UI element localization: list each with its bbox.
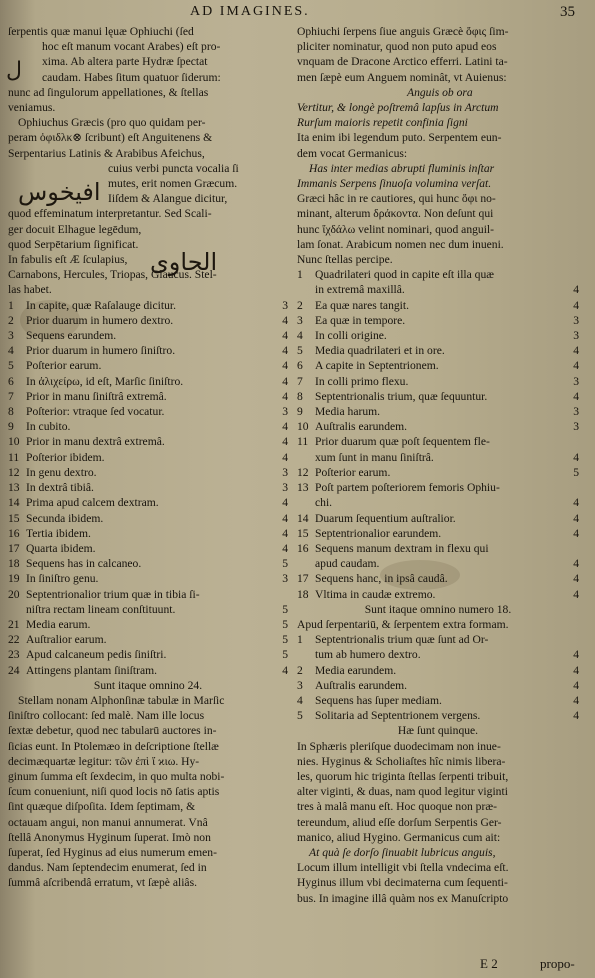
item-magnitude: 4	[573, 283, 579, 297]
item-number: 19	[8, 572, 20, 586]
list-item	[297, 708, 579, 723]
list-item	[8, 343, 288, 358]
running-header	[0, 4, 595, 24]
item-magnitude: 4	[573, 389, 579, 403]
item-number: 9	[297, 405, 303, 419]
item-number: 9	[8, 420, 14, 434]
item-magnitude: 4	[573, 511, 579, 525]
verse-line: Immanis Serpens ſinuoſa volumina verſat.	[297, 177, 492, 191]
item-magnitude: 5	[282, 617, 288, 631]
item-magnitude: 4	[282, 344, 288, 358]
item-text: Prior duarum quæ poſt ſequentem fle-	[315, 435, 490, 449]
item-number: 8	[8, 405, 14, 419]
item-number	[297, 647, 315, 662]
item-number	[297, 282, 315, 297]
text-line: dem vocat Germanicus:	[297, 146, 408, 160]
item-text: Quarta ibidem.	[26, 541, 96, 555]
item-text: Vltima in caudæ extremo.	[315, 587, 436, 601]
item-magnitude: 4	[282, 541, 288, 555]
item-number: 17	[8, 541, 20, 555]
item-text: Sequens manum dextram in flexu qui	[315, 541, 489, 555]
item-text: In colli primo flexu.	[315, 374, 409, 388]
text-line: men ſæpè eum Anguem nominât, vt Auienus:	[297, 70, 507, 84]
item-number: 12	[297, 465, 309, 479]
item-number: 12	[8, 465, 20, 479]
item-magnitude: 4	[282, 389, 288, 403]
item-number: 3	[8, 329, 14, 343]
text-line: hunc ἴχδάλω velint nominari, quod anguil-	[297, 222, 495, 236]
text-line: Iiſdem & Alangue dicitur,	[108, 192, 228, 206]
text-line: vnquam de Dracone Arctico efferri. Latini ta-	[297, 55, 508, 69]
item-text: In ſiniſtro genu.	[26, 572, 99, 586]
item-magnitude: 5	[573, 465, 579, 479]
list-item	[297, 693, 579, 708]
item-magnitude: 4	[573, 344, 579, 358]
list-item	[8, 480, 288, 495]
item-text: In ἀλιχείρω, id eſt, Marſic ſiniſtro.	[26, 374, 184, 388]
item-magnitude: 3	[573, 405, 579, 419]
item-magnitude: 4	[282, 435, 288, 449]
list-item	[297, 298, 579, 313]
arabic-letter: ل	[6, 58, 22, 83]
list-item	[8, 374, 288, 389]
item-text: Prior in manu dextrâ extremâ.	[26, 435, 165, 449]
item-text: In genu dextro.	[26, 465, 97, 479]
item-number: 10	[8, 435, 20, 449]
item-number: 6	[297, 359, 303, 373]
item-text: Apud calcaneum pedis ſiniſtri.	[26, 648, 167, 662]
item-text: chi.	[315, 496, 333, 510]
item-text: Prior duarum in humero ſiniſtro.	[26, 344, 176, 358]
item-number: 5	[8, 359, 14, 373]
item-magnitude	[272, 587, 288, 602]
text-line: lam ſonat. Arabicum nomen nec dum inueni.	[297, 237, 504, 251]
item-magnitude	[563, 480, 579, 495]
item-magnitude: 4	[573, 709, 579, 723]
item-number: 4	[297, 329, 303, 343]
right-paragraph-3	[297, 191, 579, 267]
item-magnitude: 3	[282, 481, 288, 495]
text-line: Græci hâc in re cautiores, qui hunc ὄφι no-	[297, 192, 496, 206]
item-text: Poſt partem poſteriorem femoris Ophiu-	[315, 481, 500, 495]
list-item	[8, 617, 288, 632]
text-line: quod Serpētarium ſignificat.	[8, 237, 139, 251]
verse-line: Vertitur, & longè poſtremâ lapſus in Arctum	[297, 101, 499, 115]
text-line: manico, aliud Hygino. Germanicus cum ait:	[297, 830, 501, 844]
text-line: Apud ſerpentariū, & ſerpentem extra formam.	[297, 617, 509, 631]
text-line: ſummâ aſcribendâ erratum, vt ſæpè aliâs.	[8, 876, 197, 890]
item-magnitude: 4	[573, 450, 579, 464]
item-text: Ea quæ nares tangit.	[315, 298, 410, 312]
signature-mark: E 2	[480, 956, 498, 971]
item-text: In colli origine.	[315, 329, 387, 343]
text-line: caudam. Habes ſitum quatuor ſiderum:	[42, 70, 221, 84]
item-text: Media earum.	[26, 617, 91, 631]
item-number: 15	[297, 526, 309, 540]
left-paragraph-3	[8, 693, 288, 891]
item-text: In capite, quæ Raſalauge dicitur.	[26, 298, 177, 312]
item-magnitude: 4	[573, 298, 579, 312]
list-item	[297, 526, 579, 541]
left-summary: Sunt itaque omnino 24.	[93, 678, 203, 692]
item-magnitude: 4	[573, 557, 579, 571]
item-magnitude: 4	[282, 450, 288, 464]
arabic-word-afeichus: افيخوس	[18, 178, 101, 206]
text-line: ſiniſtro collocant: ſed malè. Nam ille locus	[8, 709, 205, 723]
right-column	[297, 24, 579, 906]
text-line: ſerpentis quæ manui lęuæ Ophiuchi (ſed	[8, 25, 194, 38]
item-text: niſtra rectam lineam conſtituunt.	[26, 602, 176, 616]
item-number	[297, 450, 315, 465]
item-text: Septentrionalis trium, quæ ſequuntur.	[315, 389, 488, 403]
text-line: xima. Ab altera parte Hydræ ſpectat	[42, 55, 208, 69]
item-number	[297, 556, 315, 571]
item-number: 14	[8, 496, 20, 510]
item-number: 5	[297, 344, 303, 358]
item-number	[297, 495, 315, 510]
right-summary-2: Hæ ſunt quinque.	[397, 724, 479, 738]
item-text: Media harum.	[315, 405, 381, 419]
item-number: 2	[8, 313, 14, 327]
text-line: mutes, erit nomen Græcum.	[108, 177, 238, 191]
item-number: 11	[297, 435, 309, 449]
text-line: cuius verbi puncta vocalia ſi	[108, 161, 239, 175]
text-line: alter viginti, & duas, nam quod legitur viginti	[297, 785, 508, 799]
item-text: tum ab humero dextro.	[315, 648, 421, 662]
text-line: In fabulis eſt Æ ſculapius,	[8, 253, 128, 267]
list-item	[297, 511, 579, 526]
text-line: Nunc ſtellas percipe.	[297, 253, 393, 267]
list-item	[8, 358, 288, 373]
left-star-list	[8, 298, 288, 678]
item-text: Poſterior ibidem.	[26, 450, 105, 464]
item-text: Auſtralis earundem.	[315, 420, 408, 434]
verse-germanicus	[297, 161, 579, 191]
verse-line: Rurſum maioris repetit confinia ſigni	[297, 116, 468, 130]
item-number: 8	[297, 389, 303, 403]
list-item	[8, 632, 288, 647]
list-item	[8, 389, 288, 404]
item-text: Secunda ibidem.	[26, 511, 104, 525]
item-magnitude: 4	[573, 496, 579, 510]
text-line: nunc ad ſingulorum appellationes, & ſtellas	[8, 85, 209, 99]
item-number: 13	[8, 481, 20, 495]
item-magnitude: 4	[282, 511, 288, 525]
item-text: A capite in Septentrionem.	[315, 359, 439, 373]
list-item	[8, 571, 288, 586]
item-text: Poſterior earum.	[315, 465, 391, 479]
list-item	[297, 419, 579, 434]
item-number: 11	[8, 450, 20, 464]
item-magnitude	[563, 541, 579, 556]
item-text: Sequens hanc, in ipsâ caudâ.	[315, 572, 448, 586]
text-line: ger docuit Elhague legēdum,	[8, 222, 142, 236]
item-text: Prima apud calcem dextram.	[26, 496, 159, 510]
verse-germanicus-2: At quà ſe dorſo ſinuabit lubricus anguis,	[309, 845, 496, 859]
item-magnitude: 3	[282, 298, 288, 312]
item-magnitude: 4	[282, 374, 288, 388]
left-column	[8, 24, 288, 891]
item-text: Quadrilateri quod in capite eſt illa quæ	[315, 268, 495, 282]
item-number: 22	[8, 633, 20, 647]
item-text: In dextrâ tibiâ.	[26, 481, 94, 495]
text-line: ſtellâ Anonymus Hyginum ſuperat. Imò non	[8, 830, 211, 844]
list-item	[8, 328, 288, 343]
item-magnitude	[563, 267, 579, 282]
text-line: Carnabons, Hercules, Triopas, Glaucus. Stel-	[8, 268, 217, 282]
item-text: Sequens has in calcaneo.	[26, 557, 142, 571]
list-item	[297, 374, 579, 389]
text-line: In Sphæris pleriſque duodecimam non inue-	[297, 739, 501, 753]
item-number: 6	[8, 374, 14, 388]
item-text: in extremâ maxillâ.	[315, 283, 405, 297]
item-text: Sequens has ſuper mediam.	[315, 693, 442, 707]
item-number: 7	[297, 374, 303, 388]
item-number: 1	[8, 298, 14, 312]
item-magnitude: 5	[282, 648, 288, 662]
item-magnitude: 4	[282, 663, 288, 677]
item-number: 13	[297, 481, 309, 495]
item-text: Septentrionalis trium quæ ſunt ad Or-	[315, 633, 489, 647]
item-magnitude: 3	[573, 374, 579, 388]
item-magnitude: 3	[282, 572, 288, 586]
text-line: ſicias eunt. In Ptolemæo in deſcriptione ſtellæ	[8, 739, 219, 753]
text-line: pliciter nominatur, quod non puto apud eos	[297, 40, 497, 54]
right-star-list-1	[297, 267, 579, 601]
page-number: 35	[560, 4, 575, 20]
item-number: 1	[297, 268, 303, 282]
item-number: 4	[8, 344, 14, 358]
text-line: hoc eſt manum vocant Arabes) eſt pro-	[42, 40, 221, 54]
list-item	[8, 647, 288, 662]
item-magnitude: 3	[573, 420, 579, 434]
list-item	[8, 602, 288, 617]
item-number: 5	[297, 709, 303, 723]
list-item	[297, 541, 579, 556]
item-magnitude: 3	[573, 329, 579, 343]
item-magnitude: 4	[282, 526, 288, 540]
left-paragraph-1	[8, 24, 288, 115]
left-paragraph-2	[8, 115, 288, 297]
item-magnitude: 4	[282, 313, 288, 327]
text-line: ſuperat, ſed Hyginus ad eius numerum emen-	[8, 845, 217, 859]
item-number: 20	[8, 587, 20, 601]
text-line: peram ὀφιδλκ⊗ ſcribunt) eſt Anguitenens &	[8, 131, 213, 145]
right-paragraph-2	[297, 130, 579, 160]
item-magnitude: 4	[573, 572, 579, 586]
item-magnitude	[563, 434, 579, 449]
text-line: ſint quæque diſpoſita. Idem ſeptimam, &	[8, 800, 196, 814]
item-text: apud caudam.	[315, 557, 380, 571]
right-star-list-2	[297, 632, 579, 723]
right-paragraph-1	[297, 24, 579, 85]
text-line: ſextæ debetur, quod nec tabularū auctores in-	[8, 724, 217, 738]
text-line: tres à malâ manu eſt. Hoc quoque non præ-	[297, 800, 497, 814]
list-item	[8, 556, 288, 571]
item-magnitude: 5	[282, 602, 288, 616]
list-item	[8, 298, 288, 313]
text-line: Ophiuchus Græcis (pro quo quidam per-	[18, 116, 206, 130]
item-text: Auſtralis earundem.	[315, 678, 408, 692]
item-magnitude: 3	[282, 405, 288, 419]
item-number: 14	[297, 511, 309, 525]
list-item	[8, 541, 288, 556]
item-magnitude: 4	[282, 329, 288, 343]
text-line: Ophiuchi ſerpens ſiue anguis Græcè ὄφις ſim-	[297, 25, 509, 38]
text-line: ſcum conueniunt, niſi quod locis nō ſatis aptis	[8, 785, 220, 799]
item-text: Sequens earundem.	[26, 329, 117, 343]
text-line: Ita enim ibi legendum puto. Serpentem eun-	[297, 131, 502, 145]
list-item	[297, 465, 579, 480]
item-text: In cubito.	[26, 420, 71, 434]
item-magnitude: 4	[573, 663, 579, 677]
item-number: 10	[297, 420, 309, 434]
item-number: 3	[297, 678, 303, 692]
item-magnitude: 4	[282, 496, 288, 510]
item-magnitude: 4	[282, 420, 288, 434]
verse-line: Has inter medias abrupti fluminis inſtar	[309, 161, 495, 175]
text-line: les, quorum hic triginta ſtellas ſerpenti tribuit,	[297, 769, 509, 783]
text-line: ginum ſumma eſt ſexdecim, in quo multa nobi-	[8, 769, 225, 783]
item-number: 3	[297, 313, 303, 327]
item-text: Tertia ibidem.	[26, 526, 91, 540]
item-text: Poſterior earum.	[26, 359, 102, 373]
item-number: 17	[297, 572, 309, 586]
item-text: Media quadrilateri et in ore.	[315, 344, 445, 358]
item-number: 4	[297, 693, 303, 707]
list-item	[297, 571, 579, 586]
running-title: AD IMAGINES.	[190, 4, 310, 19]
item-number: 15	[8, 511, 20, 525]
item-number: 16	[297, 541, 309, 555]
right-paragraph-5	[297, 739, 579, 845]
text-line: las habet.	[8, 283, 52, 297]
list-item	[297, 358, 579, 373]
list-item	[8, 404, 288, 419]
text-line: Stellam nonam Alphonſinæ tabulæ in Marſic	[18, 693, 225, 707]
item-number: 2	[297, 663, 303, 677]
item-text: Solitaria ad Septentrionem vergens.	[315, 709, 481, 723]
list-item	[297, 663, 579, 678]
list-item	[8, 419, 288, 434]
item-magnitude	[563, 632, 579, 647]
right-paragraph-4	[297, 617, 579, 632]
item-magnitude: 4	[573, 359, 579, 373]
text-line: Serpentarius Latinis & Arabibus Afeichus,	[8, 146, 205, 160]
text-line: nies. Hyginus & Scholiaſtes hîc nimis libera-	[297, 754, 506, 768]
text-line: quod effeminatum interpretantur. Sed Scali-	[8, 207, 212, 221]
list-item	[297, 389, 579, 404]
item-text: Duarum ſequentium auſtralior.	[315, 511, 456, 525]
item-text: Ea quæ in tempore.	[315, 313, 406, 327]
item-number: 18	[8, 557, 20, 571]
item-number	[8, 602, 26, 617]
verse-avienus	[297, 85, 579, 131]
text-line: Hyginus illum vbi decimaterna cum ſequenti-	[297, 876, 508, 890]
text-line: veniamus.	[8, 101, 56, 115]
item-number: 16	[8, 526, 20, 540]
item-magnitude: 4	[573, 587, 579, 601]
item-number: 7	[8, 389, 14, 403]
list-item	[297, 632, 579, 647]
item-number: 24	[8, 663, 20, 677]
list-item	[297, 587, 579, 602]
item-text: Attingens plantam ſiniſtram.	[26, 663, 158, 677]
item-text: Prior duarum in humero dextro.	[26, 313, 174, 327]
list-item	[8, 434, 288, 449]
text-line: decimæquartæ legitur: τῶν ἐπὶ ἴ ϰιω. Hy-	[8, 754, 200, 768]
right-paragraph-6	[297, 860, 579, 906]
list-item	[297, 282, 579, 297]
list-item	[8, 313, 288, 328]
list-item	[297, 495, 579, 510]
text-line: octauam angui, non manui annumerat. Vnâ	[8, 815, 208, 829]
arabic-word-alhague: الحاوى	[150, 248, 218, 276]
list-item	[8, 526, 288, 541]
item-text: Septentrionalior trium quæ in tibia ſi-	[26, 587, 200, 601]
list-item	[8, 511, 288, 526]
item-magnitude: 3	[573, 313, 579, 327]
item-text: Media earundem.	[315, 663, 397, 677]
verse-line: Anguis ob ora	[407, 85, 473, 99]
text-line: tereundum, aliud eſſe dorſum Serpentis Ger-	[297, 815, 502, 829]
list-item	[297, 267, 579, 282]
list-item	[8, 663, 288, 678]
right-summary-1: Sunt itaque omnino numero 18.	[364, 602, 512, 616]
list-item	[8, 450, 288, 465]
item-magnitude: 4	[573, 678, 579, 692]
item-number: 23	[8, 648, 20, 662]
item-text: Poſterior: vtraque ſed vocatur.	[26, 405, 165, 419]
text-line: minant, alterum δράκοντα. Non deſunt qui	[297, 207, 494, 221]
catchword: propo-	[540, 956, 575, 971]
item-magnitude: 4	[573, 648, 579, 662]
list-item	[297, 404, 579, 419]
list-item	[297, 450, 579, 465]
item-magnitude: 3	[282, 465, 288, 479]
text-line: bus. In imagine illâ quàm nos ex Manuſcripto	[297, 891, 509, 905]
list-item	[297, 313, 579, 328]
text-line: Locum illum intelligit vbi ſtella vndecima eſt.	[297, 861, 509, 875]
text-line: dandus. Nam ſeptendecim enumerat, ſed in	[8, 861, 207, 875]
list-item	[297, 480, 579, 495]
list-item	[297, 343, 579, 358]
item-magnitude: 5	[282, 557, 288, 571]
list-item	[8, 465, 288, 480]
list-item	[8, 495, 288, 510]
item-number: 1	[297, 633, 303, 647]
item-number: 18	[297, 587, 309, 601]
item-number: 21	[8, 617, 20, 631]
item-text: xum ſunt in manu ſiniſtrâ.	[315, 450, 434, 464]
list-item	[8, 587, 288, 602]
item-number: 2	[297, 298, 303, 312]
list-item	[297, 647, 579, 662]
item-magnitude: 4	[573, 693, 579, 707]
list-item	[297, 556, 579, 571]
item-magnitude: 5	[282, 633, 288, 647]
item-magnitude: 4	[282, 359, 288, 373]
list-item	[297, 678, 579, 693]
list-item	[297, 328, 579, 343]
item-text: Auſtralior earum.	[26, 633, 107, 647]
item-magnitude: 4	[573, 526, 579, 540]
item-text: Septentrionalior earundem.	[315, 526, 442, 540]
list-item	[297, 434, 579, 449]
item-text: Prior in manu ſiniſtrâ extremâ.	[26, 389, 167, 403]
